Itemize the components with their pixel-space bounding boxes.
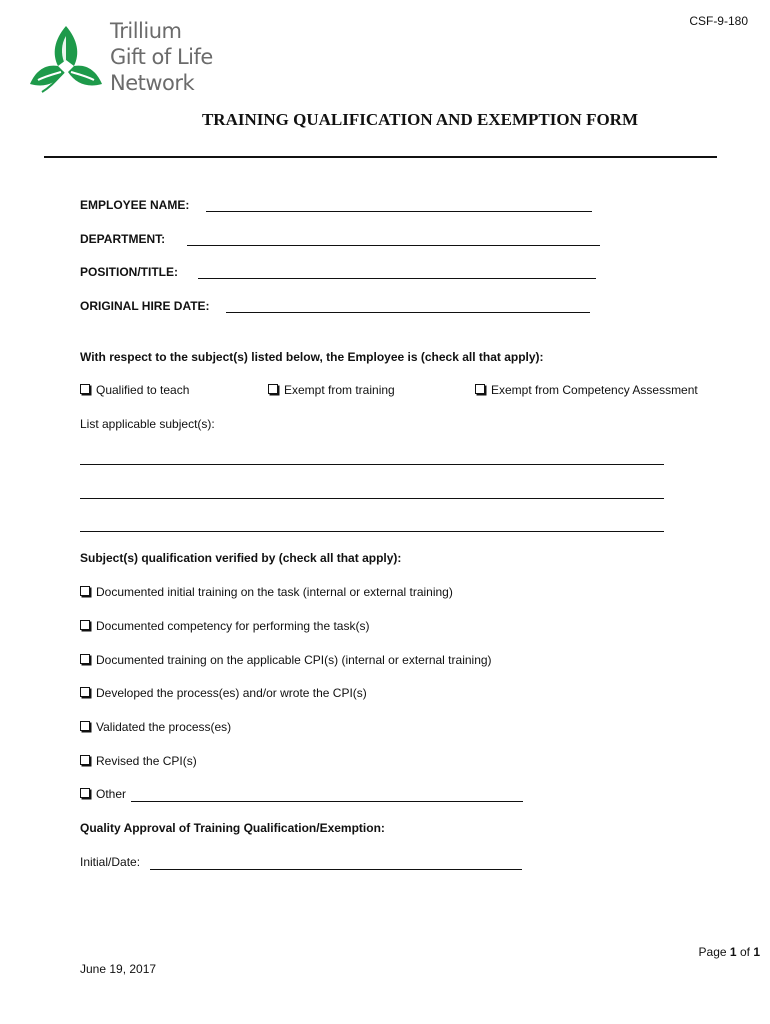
logo-wordmark: Trillium Gift of Life Network	[110, 19, 213, 95]
title-divider	[44, 156, 717, 158]
other-field[interactable]	[131, 801, 523, 802]
respect-heading: With respect to the subject(s) listed below, the Employee is (check all that apply):	[80, 350, 544, 364]
checkbox-icon[interactable]	[80, 586, 90, 596]
list-subjects-label: List applicable subject(s):	[80, 417, 215, 431]
subject-line-2[interactable]	[80, 498, 664, 499]
checkbox-icon[interactable]	[80, 620, 90, 630]
position-title-field[interactable]	[198, 278, 596, 279]
checkbox-icon[interactable]	[475, 384, 485, 394]
verified-item[interactable]: Documented training on the applicable CPI(s) (internal or external training)	[80, 653, 492, 667]
form-title: TRAINING QUALIFICATION AND EXEMPTION FORM	[201, 110, 639, 129]
employee-name-field[interactable]	[206, 211, 592, 212]
verified-item[interactable]: Developed the process(es) and/or wrote the CPI(s)	[80, 686, 367, 700]
department-label: DEPARTMENT:	[80, 232, 166, 246]
verified-heading: Subject(s) qualification verified by (check all that apply):	[80, 551, 402, 565]
footer-date: June 19, 2017	[80, 962, 157, 976]
position-title-label: POSITION/TITLE:	[80, 265, 178, 279]
checkbox-icon[interactable]	[80, 788, 90, 798]
initial-date-label: Initial/Date:	[80, 855, 141, 869]
department-field[interactable]	[187, 245, 600, 246]
checkbox-icon[interactable]	[80, 721, 90, 731]
exempt-from-competency-option[interactable]: Exempt from Competency Assessment	[475, 383, 698, 397]
subject-line-3[interactable]	[80, 531, 664, 532]
verified-item[interactable]: Documented initial training on the task (internal or external training)	[80, 585, 453, 599]
checkbox-icon[interactable]	[268, 384, 278, 394]
checkbox-icon[interactable]	[80, 654, 90, 664]
employee-name-label: EMPLOYEE NAME:	[80, 198, 190, 212]
verified-item[interactable]: Revised the CPI(s)	[80, 754, 197, 768]
original-hire-date-label: ORIGINAL HIRE DATE:	[80, 299, 210, 313]
verified-item[interactable]: Validated the process(es)	[80, 720, 231, 734]
subject-line-1[interactable]	[80, 464, 664, 465]
trillium-flower-icon	[28, 22, 104, 98]
checkbox-icon[interactable]	[80, 384, 90, 394]
qualified-to-teach-option[interactable]: Qualified to teach	[80, 383, 189, 397]
verified-item[interactable]: Documented competency for performing the task(s)	[80, 619, 369, 633]
verified-item-other[interactable]: Other	[80, 787, 126, 801]
logo	[28, 18, 213, 100]
form-code: CSF-9-180	[689, 14, 748, 28]
exempt-from-training-option[interactable]: Exempt from training	[268, 383, 395, 397]
page-number: Page 1 of 1	[698, 945, 760, 959]
checkbox-icon[interactable]	[80, 755, 90, 765]
initial-date-field[interactable]	[150, 869, 522, 870]
checkbox-icon[interactable]	[80, 687, 90, 697]
approval-heading: Quality Approval of Training Qualification/Exemption:	[80, 821, 385, 835]
original-hire-date-field[interactable]	[226, 312, 590, 313]
